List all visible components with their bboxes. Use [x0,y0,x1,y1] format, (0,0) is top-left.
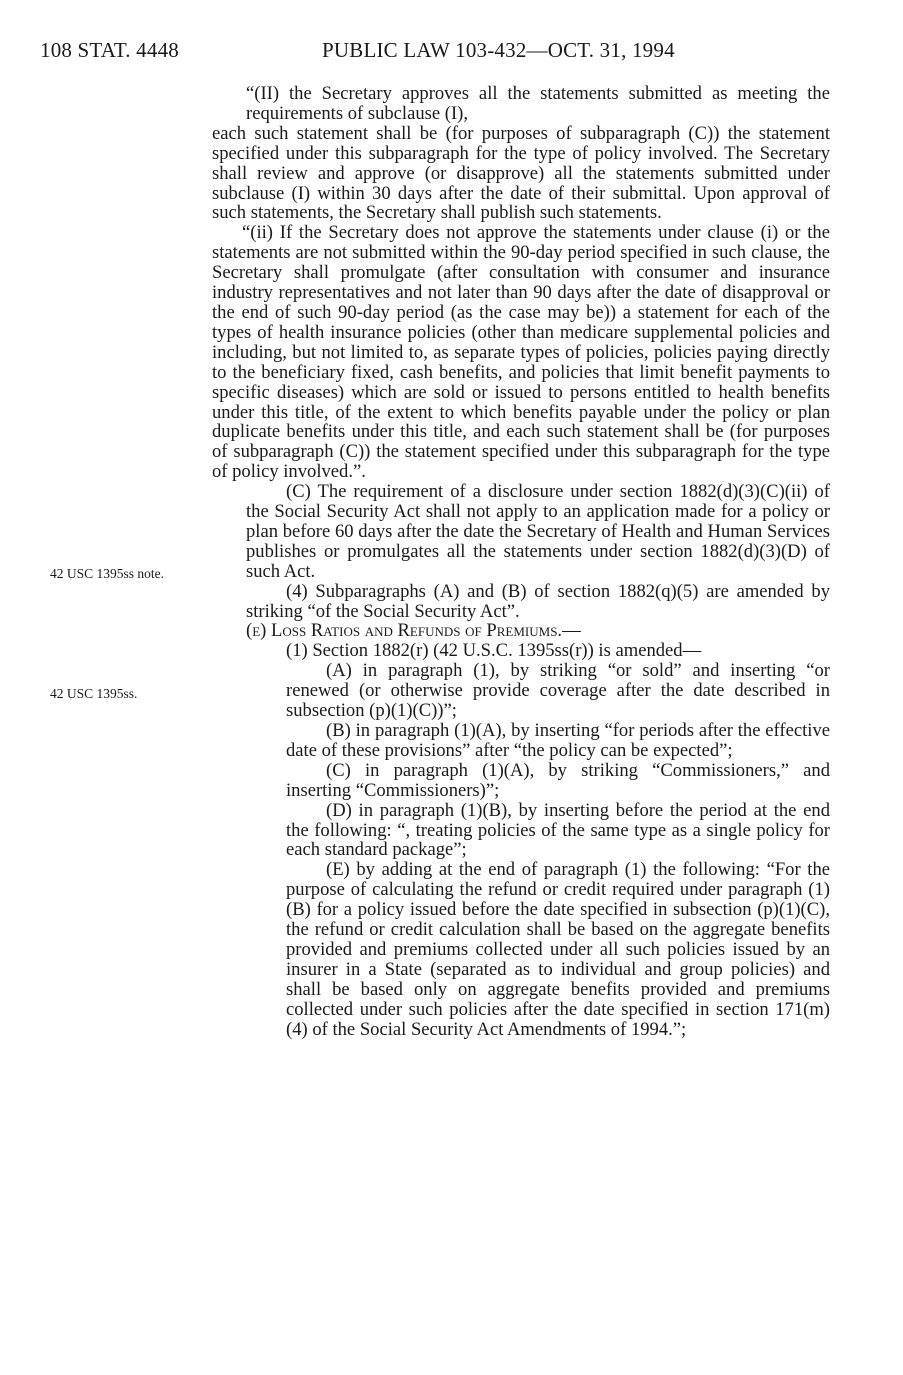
paragraph-1-section-1882r: (1) Section 1882(r) (42 U.S.C. 1395ss(r)) is amended— [286,640,702,662]
subparagraph-e: (E) by adding at the end of paragraph (1) the following: “For the purpose of calculating the refund or credit required under paragraph (1)(B) for a policy issued before the date specified in subsection (p)(1)(C), the refund or credit calculation shall be based on the aggregate benefits provided and premiums collected under all such policies issued by an insurer in a State (separated as to individual and group policies) and shall be based only on aggregate benefits provided and premiums collected under such policies after the date specified in section 171(m)(4) of the Social Security Act Amendments of 1994.”; [286,859,830,1040]
paragraph-continuation: each such statement shall be (for purposes of subparagraph (C)) the statement specified under this subparagraph for the type of policy involved. The Secretary shall review and approve (or disapprove) all the statements submitted under subclause (I) within 30 days after the date of their submittal. Upon approval of such statements, the Secretary shall publish such statements. [212,122,830,224]
document-body [212,84,830,1040]
subparagraph-d: (D) in paragraph (1)(B), by inserting before the period at the end the following: “, treating policies of the same type as a single policy for each standard package”; [286,799,830,861]
subparagraph-a: (A) in paragraph (1), by striking “or sold” and inserting “or renewed (or otherwise provide coverage after the date described in subsection (p)(1)(C))”; [286,660,830,722]
public-law-title: PUBLIC LAW 103-432—OCT. 31, 1994 [322,38,675,62]
margin-note-usc-note: 42 USC 1395ss note. [50,566,165,581]
page-header [0,38,903,68]
paragraph-clause-ii: “(ii) If the Secretary does not approve the statements under clause (i) or the statements are not submitted within the 90-day period specified in such clause, the Secretary shall promulgate (after consultation with consumer and insurance industry representatives and not later than 90 days after the date of disapproval or the end of such 90-day period (as the case may be)) a statement for each of the types of health insurance policies (other than medicare supplemental policies and including, but not limited to, as separate types of policies, policies paying directly to the beneficiary fixed, cash benefits, and policies that limit benefit payments to specific diseases) which are sold or issued to persons entitled to health benefits under this title, of the extent to which benefits payable under the policy or plan duplicate benefits under this title, and each such statement shall be (for purposes of subparagraph (C)) the statement specified under this subparagraph for the type of policy involved.”. [212,222,830,483]
statute-page-number: 108 STAT. 4448 [40,38,179,62]
paragraph-4-subparagraphs: (4) Subparagraphs (A) and (B) of section 1882(q)(5) are amended by striking “of the Social Security Act”. [246,580,830,622]
paragraph-subclause-ii: “(II) the Secretary approves all the statements submitted as meeting the requirements of subclause (I), [246,83,830,124]
section-heading-loss-ratios: (e) Loss Ratios and Refunds of Premiums.— [246,620,581,642]
paragraph-c-requirement: (C) The requirement of a disclosure under section 1882(d)(3)(C)(ii) of the Social Security Act shall not apply to an application made for a policy or plan before 60 days after the date the Secretary of Health and Human Services publishes or promulgates all the statements under section 1882(d)(3)(D) of such Act. [246,481,830,582]
margin-note-usc: 42 USC 1395ss. [50,686,138,701]
subparagraph-b: (B) in paragraph (1)(A), by inserting “for periods after the effective date of these provisions” after “the policy can be expected”; [286,720,830,761]
subparagraph-c: (C) in paragraph (1)(A), by striking “Commissioners,” and inserting “Commissioners)”; [286,759,830,801]
